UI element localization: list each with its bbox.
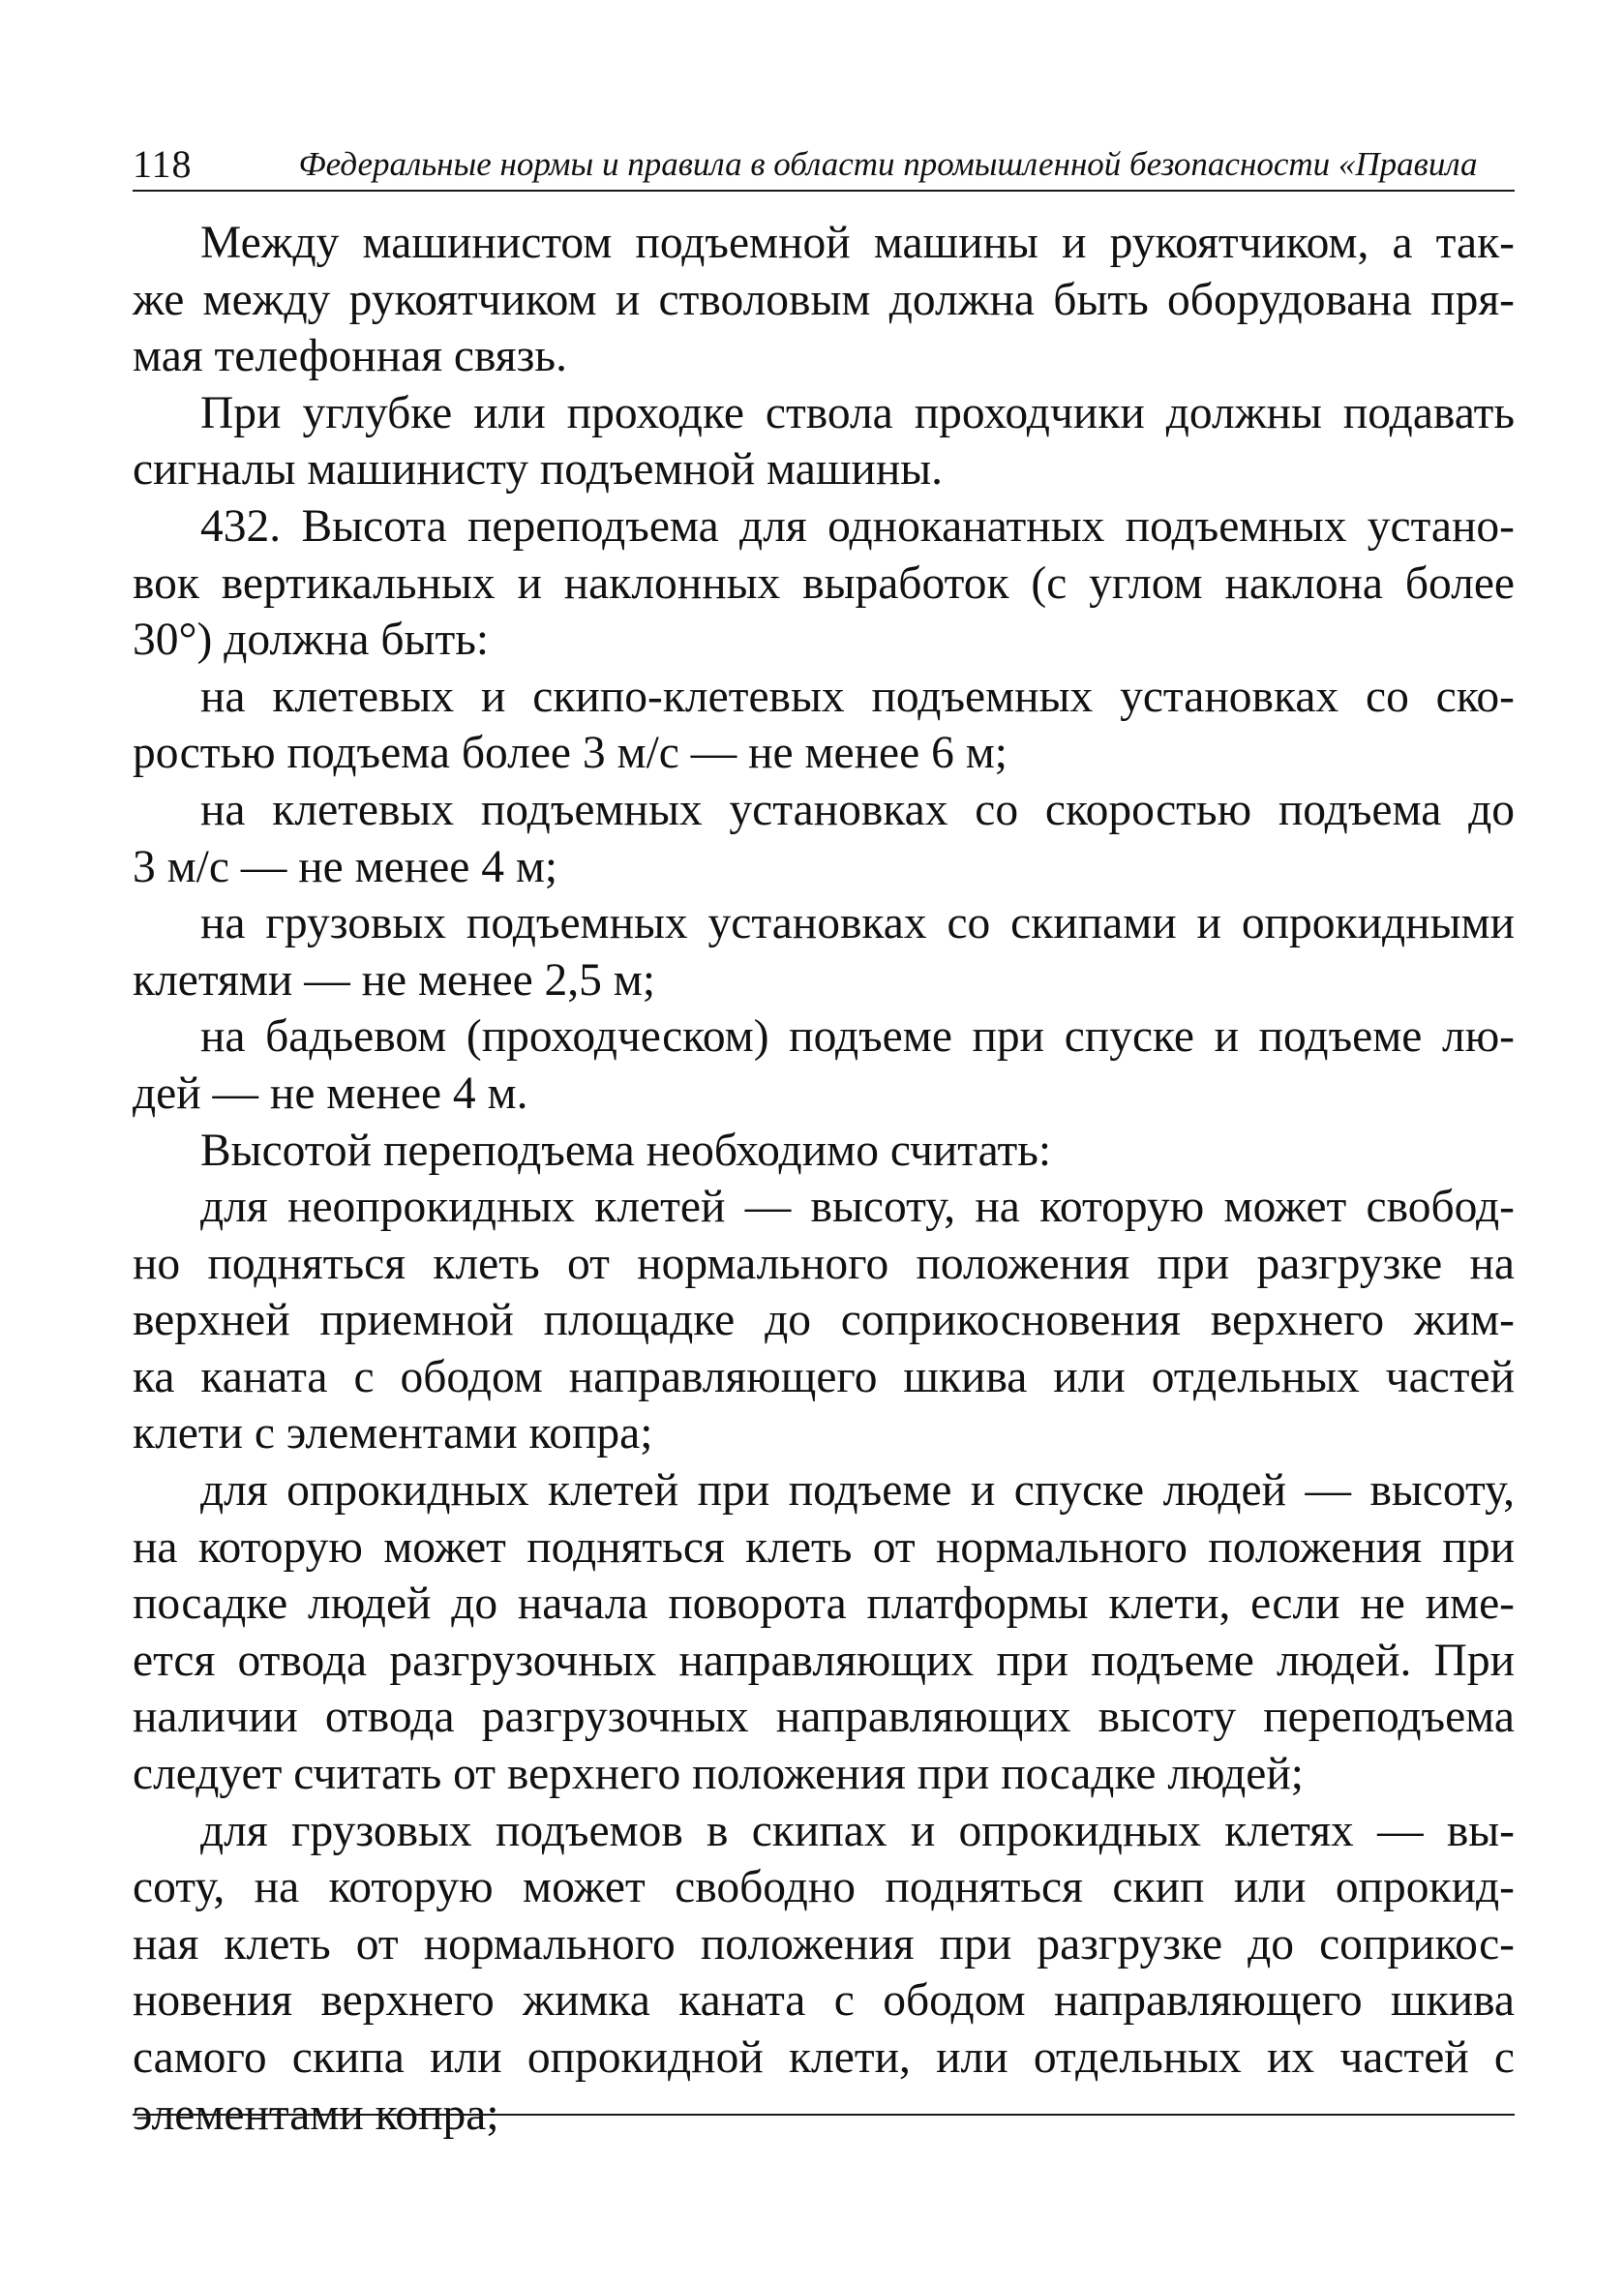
paragraph-item-432 xyxy=(133,498,1515,669)
text-line: клети с элементами копра; xyxy=(133,1408,653,1459)
paragraph-2 xyxy=(133,385,1515,498)
text-line: 432. Высота переподъема для одноканатных подъемных устано- xyxy=(200,500,1515,552)
paragraph-definition-2 xyxy=(133,1462,1515,1803)
text-line: ется отвода разгрузочных направляющих при подъеме людей. При xyxy=(133,1635,1515,1686)
text-line: самого скипа или опрокидной клети, или отдельных их частей с xyxy=(133,2032,1515,2083)
text-line: но подняться клеть от нормального положения при разгрузке на xyxy=(133,1238,1515,1289)
text-line: на бадьевом (проходческом) подъеме при спуске и подъеме лю- xyxy=(200,1011,1515,1063)
text-line: же между рукоятчиком и стволовым должна быть оборудована пря- xyxy=(133,274,1515,325)
paragraph-list-item-1 xyxy=(133,669,1515,782)
running-header-title: Федеральные нормы и правила в области промышленной безопасности «Правила xyxy=(298,145,1478,183)
text-line: При углубке или проходке ствола проходчики должны подавать xyxy=(200,387,1515,438)
text-line: на клетевых и скипо-клетевых подъемных установках со ско- xyxy=(200,671,1515,722)
text-line: элементами копра; xyxy=(133,2089,499,2140)
running-header xyxy=(133,135,1515,192)
text-line: Между машинистом подъемной машины и рукоятчиком, а так- xyxy=(200,218,1515,268)
text-line: верхней приемной площадке до соприкосновения верхнего жим- xyxy=(133,1295,1515,1346)
paragraph-1 xyxy=(133,215,1515,385)
text-line: на которую может подняться клеть от нормального положения при xyxy=(133,1521,1515,1573)
page-number: 118 xyxy=(133,142,193,186)
text-line: клетями — не менее 2,5 м; xyxy=(133,954,656,1006)
paragraph-list-item-3 xyxy=(133,895,1515,1008)
text-line: 30°) должна быть: xyxy=(133,615,490,666)
paragraph-list-item-4 xyxy=(133,1008,1515,1122)
text-line: для неопрокидных клетей — высоту, на которую может свобод- xyxy=(200,1182,1515,1233)
text-line: мая телефонная связь. xyxy=(133,331,567,382)
text-line: ростью подъема более 3 м/с — не менее 6 м; xyxy=(133,728,1007,779)
text-line: для опрокидных клетей при подъеме и спуске людей — высоту, xyxy=(200,1465,1515,1517)
paragraph-definition-intro xyxy=(133,1123,1515,1180)
paragraph-list-item-2 xyxy=(133,782,1515,895)
paragraph-definition-1 xyxy=(133,1179,1515,1462)
text-line: для грузовых подъемов в скипах и опрокидных клетях — вы- xyxy=(200,1805,1515,1856)
paragraph-definition-3 xyxy=(133,1803,1515,2144)
text-line: сигналы машинисту подъемной машины. xyxy=(133,444,944,496)
text-line: ка каната с ободом направляющего шкива или отдельных частей xyxy=(133,1351,1515,1402)
text-line: ная клеть от нормального положения при разгрузке до соприкос- xyxy=(133,1918,1515,1969)
text-line: следует считать от верхнего положения при посадке людей; xyxy=(133,1749,1304,1800)
text-line: на грузовых подъемных установках со скипами и опрокидными xyxy=(200,898,1515,949)
text-line: на клетевых подъемных установках со скоростью подъема до xyxy=(200,784,1515,835)
text-line: дей — не менее 4 м. xyxy=(133,1067,528,1119)
text-line: посадке людей до начала поворота платформы клети, если не име- xyxy=(133,1578,1515,1630)
text-line: Высотой переподъема необходимо считать: xyxy=(200,1125,1052,1176)
text-line: наличии отвода разгрузочных направляющих высоту переподъема xyxy=(133,1692,1515,1743)
text-line: новения верхнего жимка каната с ободом направляющего шкива xyxy=(133,1975,1515,2027)
text-line: соту, на которую может свободно подняться скип или опрокид- xyxy=(133,1862,1515,1913)
text-line: 3 м/с — не менее 4 м; xyxy=(133,841,558,892)
text-line: вок вертикальных и наклонных выработок (с углом наклона более xyxy=(133,557,1515,609)
footer-divider xyxy=(133,2114,1515,2116)
body-text xyxy=(133,215,1515,2143)
